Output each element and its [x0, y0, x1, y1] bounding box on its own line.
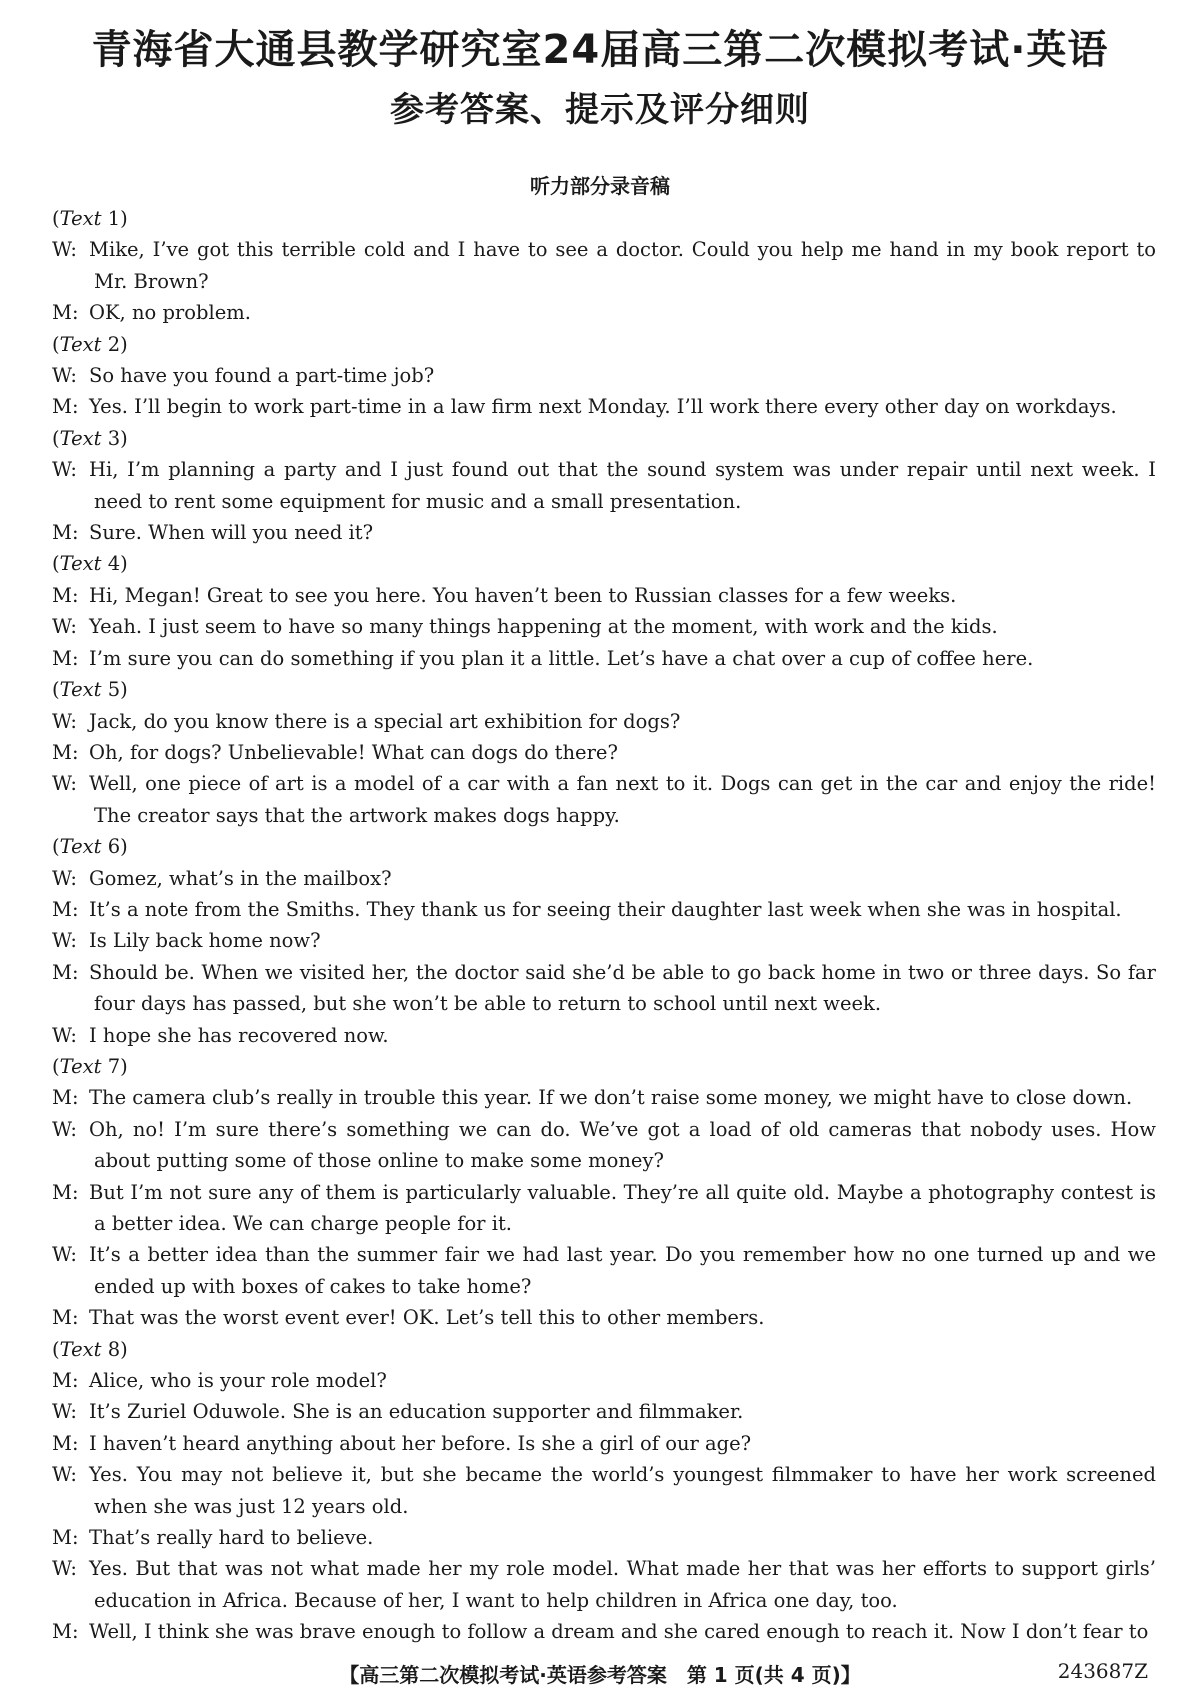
dialogue-text: I haven’t heard anything about her before. Is she a girl of our age?: [89, 1431, 752, 1455]
dialogue-line: [52, 1365, 1156, 1396]
dialogue-text: But I’m not sure any of them is particularly valuable. They’re all quite old. Maybe a photography contest is a better idea. We can charge people for it.: [89, 1180, 1156, 1235]
dialogue-line: [52, 863, 1156, 894]
speaker-label: M:: [52, 1306, 79, 1330]
text-label-word: Text: [59, 678, 102, 702]
speaker-name: M: [52, 646, 72, 670]
dialogue-line: [52, 643, 1156, 674]
text-label-number: 6: [107, 835, 121, 859]
dialogue-line: [52, 894, 1156, 925]
speaker-label: M:: [52, 521, 79, 545]
text-label-number: 8: [107, 1337, 121, 1361]
dialogue-line: [52, 611, 1156, 642]
speaker-label: M:: [52, 583, 79, 607]
speaker-name: W: [52, 1557, 71, 1581]
text-label: (Text 7): [52, 1054, 128, 1078]
dialogue-line: [52, 517, 1156, 548]
speaker-name: W: [52, 615, 71, 639]
speaker-label: W:: [52, 1023, 77, 1047]
dialogue-text: Sure. When will you need it?: [89, 521, 374, 545]
text-label-word: Text: [59, 1337, 102, 1361]
speaker-label: M:: [52, 1526, 79, 1550]
text-label: (Text 4): [52, 552, 128, 576]
speaker-name: M: [52, 897, 72, 921]
dialogue-text: Should be. When we visited her, the doctor said she’d be able to go back home in two or three days. So far four days has passed, but she won’t be able to return to school until next week.: [89, 960, 1156, 1016]
speaker-name: M: [52, 395, 72, 419]
speaker-label: M:: [52, 740, 79, 764]
dialogue-text: That’s really hard to believe.: [89, 1526, 374, 1550]
speaker-name: M: [52, 1526, 72, 1550]
speaker-name: M: [52, 740, 72, 764]
dialogue-text: Jack, do you know there is a special art exhibition for dogs?: [89, 709, 681, 733]
speaker-label: M:: [52, 301, 79, 325]
text-label-number: 7: [107, 1054, 121, 1078]
dialogue-line: [52, 1459, 1156, 1522]
listening-transcript: [52, 203, 1156, 1648]
text-label-word: Text: [59, 1054, 102, 1078]
speaker-name: W: [52, 866, 71, 890]
speaker-label: W:: [52, 709, 77, 733]
dialogue-text: Yes. But that was not what made her my role model. What made her that was her efforts to support girls’ education in Africa. Because of her, I want to help children in Africa one day, too.: [89, 1557, 1156, 1612]
speaker-name: M: [52, 960, 72, 984]
dialogue-line: [52, 234, 1156, 297]
text-label-number: 2: [107, 332, 121, 356]
dialogue-text: Well, I think she was brave enough to follow a dream and she cared enough to reach it. Now I don’t fear to: [89, 1620, 1149, 1644]
dialogue-line: [52, 957, 1156, 1020]
dialogue-line: [52, 1616, 1156, 1647]
text-label-word: Text: [59, 426, 102, 450]
text-label-number: 4: [107, 552, 121, 576]
speaker-label: M:: [52, 646, 79, 670]
dialogue-text: I hope she has recovered now.: [89, 1023, 389, 1047]
text-label: (Text 8): [52, 1337, 128, 1361]
dialogue-line: [52, 737, 1156, 768]
text-label-word: Text: [59, 835, 102, 859]
dialogue-text: The camera club’s really in trouble this year. If we don’t raise some money, we might have to close down.: [89, 1086, 1133, 1110]
dialogue-line: [52, 1114, 1156, 1177]
speaker-label: W:: [52, 1557, 77, 1581]
speaker-label: W:: [52, 458, 77, 482]
dialogue-line: [52, 1396, 1156, 1427]
speaker-label: M:: [52, 1086, 79, 1110]
dialogue-line: [52, 1082, 1156, 1113]
dialogue-text: That was the worst event ever! OK. Let’s tell this to other members.: [89, 1306, 765, 1330]
speaker-label: M:: [52, 1431, 79, 1455]
dialogue-line: [52, 391, 1156, 422]
dialogue-line: [52, 1177, 1156, 1240]
speaker-name: W: [52, 364, 71, 388]
dialogue-line: [52, 454, 1156, 517]
dialogue-text: Hi, Megan! Great to see you here. You haven’t been to Russian classes for a few weeks.: [89, 583, 957, 607]
dialogue-text: Mike, I’ve got this terrible cold and I have to see a doctor. Could you help me hand in my book report to Mr. Brown?: [89, 238, 1156, 293]
dialogue-text: Hi, I’m planning a party and I just found out that the sound system was under repair until next week. I need to rent some equipment for music and a small presentation.: [89, 458, 1156, 513]
text-label-word: Text: [59, 207, 102, 230]
speaker-name: M: [52, 1620, 72, 1644]
speaker-label: W:: [52, 615, 77, 639]
text-label-number: 5: [107, 678, 121, 702]
speaker-label: W:: [52, 772, 77, 796]
speaker-label: M:: [52, 1180, 79, 1204]
dialogue-line: [52, 768, 1156, 831]
dialogue-text: Yes. I’ll begin to work part-time in a law firm next Monday. I’ll work there every other day on workdays.: [89, 395, 1117, 419]
dialogue-text: I’m sure you can do something if you plan it a little. Let’s have a chat over a cup of coffee here.: [89, 646, 1034, 670]
dialogue-line: [52, 1522, 1156, 1553]
speaker-name: M: [52, 1431, 72, 1455]
speaker-name: W: [52, 929, 71, 953]
speaker-name: W: [52, 238, 71, 262]
speaker-name: M: [52, 301, 72, 325]
dialogue-line: [52, 297, 1156, 328]
dialogue-line: [52, 1553, 1156, 1616]
dialogue-text: It’s a better idea than the summer fair we had last year. Do you remember how no one turned up and we ended up with boxes of cakes to take home?: [89, 1243, 1156, 1298]
speaker-label: W:: [52, 1400, 77, 1424]
dialogue-text: It’s Zuriel Oduwole. She is an education supporter and filmmaker.: [89, 1400, 744, 1424]
speaker-name: W: [52, 1023, 71, 1047]
text-label: (Text 6): [52, 835, 128, 859]
speaker-label: M:: [52, 897, 79, 921]
speaker-name: W: [52, 1243, 71, 1267]
speaker-label: W:: [52, 238, 77, 262]
dialogue-text: Well, one piece of art is a model of a car with a fan next to it. Dogs can get in the car and enjoy the ride! The creator says that the artwork makes dogs happy.: [89, 772, 1156, 827]
dialogue-line: [52, 706, 1156, 737]
text-label-word: Text: [59, 552, 102, 576]
speaker-name: M: [52, 521, 72, 545]
speaker-label: W:: [52, 1463, 77, 1487]
text-label: (Text 2): [52, 332, 128, 356]
speaker-label: W:: [52, 1243, 77, 1267]
dialogue-text: Oh, no! I’m sure there’s something we can do. We’ve got a load of old cameras that nobody uses. How about putting some of those online to make some money?: [89, 1117, 1156, 1173]
footer-page-info: 【高三第二次模拟考试·英语参考答案 第 1 页(共 4 页)】: [339, 1663, 861, 1687]
speaker-name: W: [52, 1463, 71, 1487]
dialogue-line: [52, 360, 1156, 391]
speaker-name: M: [52, 1180, 72, 1204]
text-label-number: 3: [107, 426, 121, 450]
speaker-label: M:: [52, 395, 79, 419]
speaker-name: W: [52, 709, 71, 733]
dialogue-text: Oh, for dogs? Unbelievable! What can dogs do there?: [89, 740, 618, 764]
speaker-name: W: [52, 1400, 71, 1424]
dialogue-text: Yeah. I just seem to have so many things happening at the moment, with work and the kids.: [89, 615, 998, 639]
dialogue-line: [52, 925, 1156, 956]
dialogue-text: Alice, who is your role model?: [89, 1369, 387, 1393]
speaker-name: M: [52, 1086, 72, 1110]
speaker-label: W:: [52, 929, 77, 953]
speaker-name: W: [52, 458, 71, 482]
dialogue-text: Is Lily back home now?: [89, 929, 321, 953]
speaker-name: M: [52, 1369, 72, 1393]
dialogue-text: Yes. You may not believe it, but she became the world’s youngest filmmaker to have her work screened when she was just 12 years old.: [89, 1463, 1156, 1518]
dialogue-text: So have you found a part-time job?: [89, 364, 435, 388]
footer-exam-code: 243687Z: [1057, 1659, 1148, 1683]
text-label: (Text 1): [52, 207, 128, 230]
dialogue-text: It’s a note from the Smiths. They thank us for seeing their daughter last week when she was in hospital.: [89, 897, 1122, 921]
dialogue-line: [52, 1302, 1156, 1333]
text-label: (Text 3): [52, 426, 128, 450]
speaker-label: M:: [52, 960, 79, 984]
dialogue-line: [52, 1239, 1156, 1302]
speaker-name: M: [52, 583, 72, 607]
text-label-number: 1: [107, 207, 121, 230]
speaker-name: W: [52, 1117, 71, 1141]
dialogue-line: [52, 1020, 1156, 1051]
dialogue-text: Gomez, what’s in the mailbox?: [89, 866, 392, 890]
dialogue-line: [52, 580, 1156, 611]
text-label: (Text 5): [52, 678, 128, 702]
document-title: 青海省大通县教学研究室24届高三第二次模拟考试·英语: [91, 27, 1109, 73]
speaker-label: W:: [52, 1117, 77, 1141]
speaker-name: M: [52, 1306, 72, 1330]
speaker-label: W:: [52, 866, 77, 890]
page-footer: [0, 1659, 1200, 1689]
section-heading: 听力部分录音稿: [530, 174, 670, 198]
speaker-label: M:: [52, 1620, 79, 1644]
dialogue-text: OK, no problem.: [89, 301, 251, 325]
speaker-name: W: [52, 772, 71, 796]
document-subtitle: 参考答案、提示及评分细则: [390, 90, 810, 130]
text-label-word: Text: [59, 332, 102, 356]
speaker-label: W:: [52, 364, 77, 388]
speaker-label: M:: [52, 1369, 79, 1393]
dialogue-line: [52, 1428, 1156, 1459]
